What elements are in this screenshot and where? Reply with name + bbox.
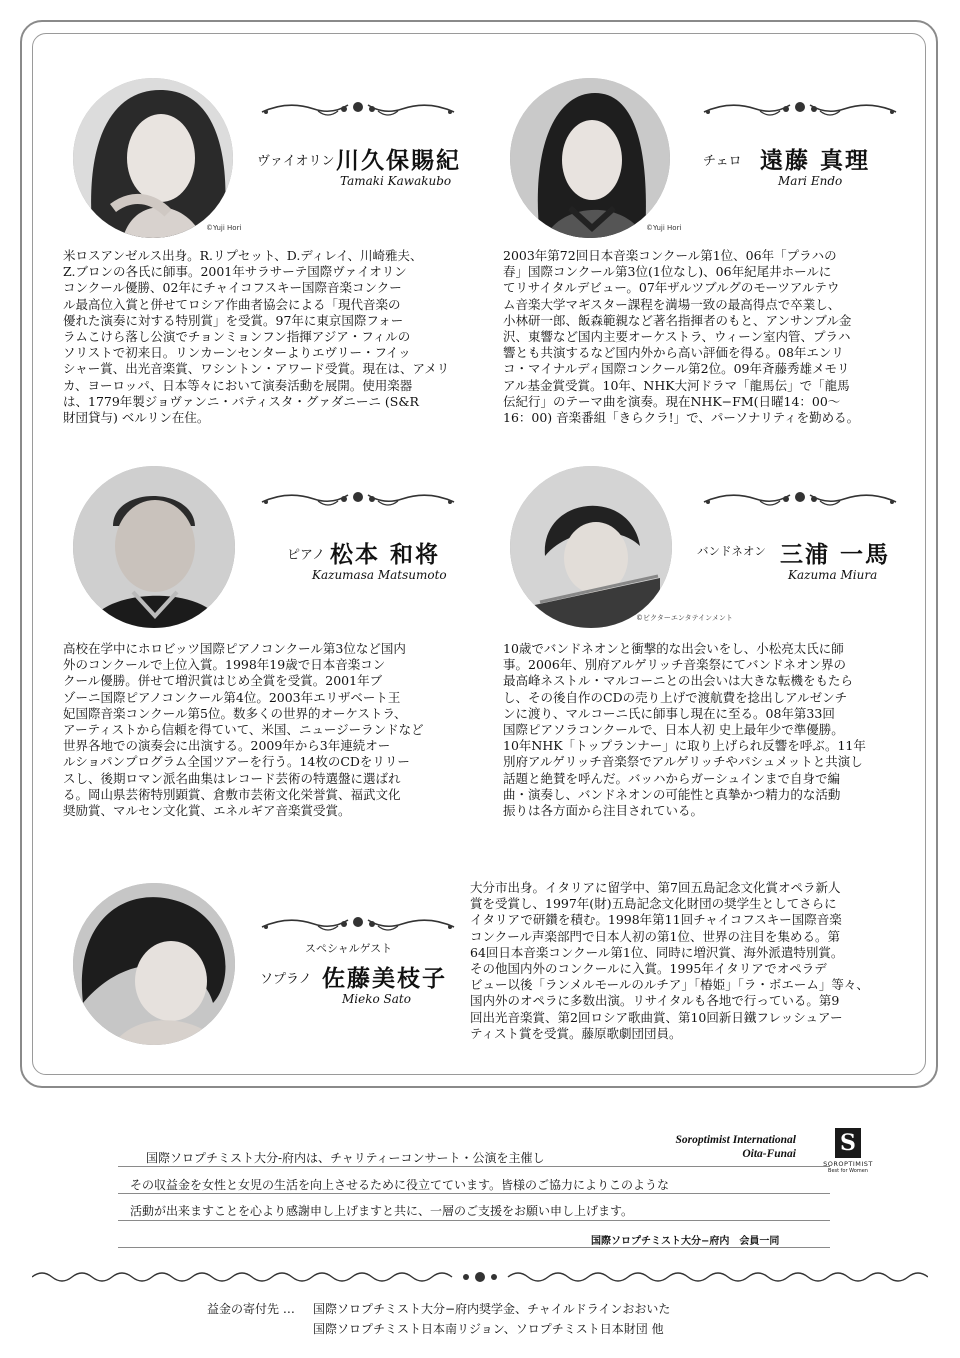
bio-line: 64回日本音楽コンクール第1位、同時に増沢賞、海外派遣特別賞。 — [470, 944, 844, 960]
bio-miura — [503, 641, 903, 819]
ornament-divider-icon — [258, 487, 458, 509]
performer-name-en: Tamaki Kawakubo — [340, 174, 452, 188]
bio-line: 外のコンクールで上位入賞。1998年19歳で日本音楽コン — [63, 657, 386, 673]
portrait-kawakubo-image — [73, 78, 233, 238]
soroptimist-logo-caption: SOROPTIMIST — [823, 1160, 873, 1168]
bio-line: アル基金賞受賞。10年、NHK大河ドラマ「龍馬伝」で「龍馬 — [503, 377, 850, 393]
donation-label: 益金の寄付先 … — [207, 1302, 295, 1316]
instrument-label: ヴァイオリン — [257, 154, 335, 169]
bio-matsumoto — [63, 641, 463, 819]
portrait-miura-image — [510, 466, 672, 628]
photo-credit-miura: ©ビクターエンタテインメント — [636, 614, 733, 622]
bio-line: Z.ブロンの各氏に師事。2001年サラサーテ国際ヴァイオリン — [63, 264, 407, 280]
message-signature: 国際ソロプチミスト大分−府内 会員一同 — [591, 1236, 780, 1247]
bio-line: ティスト賞を受賞。藤原歌劇団団員。 — [470, 1025, 682, 1041]
portrait-kawakubo — [73, 78, 233, 238]
portrait-sato — [73, 883, 235, 1045]
bio-line: 伝紀行」のテーマ曲を演奏。現在NHK−FM(日曜14：00〜 — [503, 393, 841, 409]
photo-credit-kawakubo: ©Yuji Hori — [206, 224, 242, 232]
soroptimist-logo-icon: S — [835, 1128, 861, 1158]
organization-name-line2: Oita-Funai — [742, 1148, 796, 1160]
bio-line: 2003年第72回日本音楽コンクール第1位、06年「プラハの — [503, 248, 837, 263]
organization-name-en — [620, 1133, 796, 1161]
message-line: その収益金を女性と女児の生活を向上させるために役立てています。皆様のご協力によりこのような — [130, 1178, 670, 1192]
ornamental-border-icon — [32, 1267, 928, 1287]
bio-line: 国際ピアソラコンクールで、日本人初 史上最年少で準優勝。 — [503, 722, 844, 738]
bio-line: ゾーニ国際ピアノコンクール第4位。2003年エリザベート王 — [63, 689, 401, 705]
bio-line: 10歳でバンドネオンと衝撃的な出会いをし、小松亮太氏に師 — [503, 641, 844, 656]
bio-line: クール優勝。併せて増沢賞はじめ全賞を受賞。2001年ブ — [63, 673, 383, 689]
performer-name-en: Kazuma Miura — [788, 568, 878, 582]
instrument-label: ピアノ — [287, 548, 325, 563]
ornament-divider-icon — [258, 97, 458, 119]
bio-line: は、1779年製ジョヴァンニ・バティスタ・グァダニーニ (S&R — [63, 393, 419, 409]
bio-line: シャー賞、出光音楽賞、ワシントン・アワード受賞。現在は、アメリ — [63, 361, 450, 377]
bio-line: 奨励賞、マルセン文化賞、エネルギア音楽賞受賞。 — [63, 803, 351, 819]
bio-line: ビュー以後「ランメルモールのルチア」「椿姫」「ラ・ボエーム」等々、 — [470, 977, 869, 993]
bio-line: ソリストで初来日。リンカーンセンターよりエヴリー・フイッ — [63, 345, 411, 361]
bio-line: 16：00) 音楽番組「きらクラ!」で、パーソナリティを勤める。 — [503, 410, 860, 426]
instrument-label: ソプラノ — [260, 972, 312, 987]
organization-name-line1: Soroptimist International — [675, 1134, 796, 1146]
bio-line: 事。2006年、別府アルゲリッチ音楽祭にてバンドネオン界の — [503, 657, 846, 673]
performer-name-ja: 遠藤 真理 — [760, 147, 871, 174]
bio-line: 妃国際音楽コンクール第5位。数多くの世界的オーケストラ、 — [63, 705, 407, 721]
bio-line: し、その後自作のCDの売り上げで渡航費を捻出しアルゼンチ — [503, 689, 848, 705]
bio-line: 賞を受賞し、1997年(財)五島記念文化財団の奨学生としてさらに — [470, 896, 837, 912]
bio-line: ラムこけら落し公演でチョンミョンフン指揮アジア・フィルの — [63, 329, 411, 345]
bio-line: コンクール優勝、02年にチャイコフスキー国際音楽コンクー — [63, 280, 402, 296]
instrument-label: チェロ — [703, 154, 742, 169]
portrait-endo-image — [510, 78, 670, 238]
bio-line: 10年NHK「トップランナー」に取り上げられ反響を呼ぶ。11年 — [503, 738, 866, 754]
bio-endo — [503, 248, 903, 426]
bio-line: カ、ヨーロッパ、日本等々において演奏活動を展開。使用楽器 — [63, 377, 413, 393]
bio-line: る。岡山県芸術特別顕賞、倉敷市芸術文化栄誉賞、福武文化 — [63, 786, 401, 802]
bio-line: 振りは各方面から注目されている。 — [503, 803, 704, 819]
performer-name-ja: 佐藤美枝子 — [322, 965, 447, 992]
bio-line: 別府アルゲリッチ音楽祭でアルゲリッチやパシュメットと共演し — [503, 754, 863, 770]
soroptimist-logo-tagline: Best for Women — [828, 1168, 868, 1174]
special-guest-label: スペシャルゲスト — [305, 942, 393, 955]
ornament-divider-icon — [700, 487, 900, 509]
soroptimist-logo — [808, 1128, 888, 1176]
bio-line: 曲・演奏し、バンドネオンの可能性と真摯かつ精力的な活動 — [503, 786, 841, 802]
donation-line: 国際ソロプチミスト日本南リジョン、ソロプチミスト日本財団 他 — [313, 1322, 664, 1336]
bio-line: ル最高位入賞と併せてロシア作曲者協会による「現代音楽の — [63, 296, 401, 312]
bio-line: ルショパンプログラム全国ツアーを行う。14枚のCDをリリー — [63, 754, 410, 770]
bio-line: 響とも共演するなど国内外から高い評価を得る。08年エンリ — [503, 345, 844, 361]
bio-line: コ・マイナルディ国際コンクール第2位。09年斉藤秀雄メモリ — [503, 361, 850, 377]
portrait-matsumoto-image — [73, 466, 235, 628]
bio-line: その他国内外のコンクールに入賞。1995年イタリアでオペラデ — [470, 961, 827, 977]
performer-name-en: Mari Endo — [778, 174, 843, 188]
bio-line: 沢、東響など国内主要オーケストラ、ウィーン室内管、プラハ — [503, 329, 851, 345]
message-line: 国際ソロプチミスト大分-府内は、チャリティーコンサート・公演を主催し — [146, 1151, 545, 1165]
portrait-endo — [510, 78, 670, 238]
instrument-label: バンドネオン — [697, 544, 766, 558]
bio-line: 財団貸与) ベルリン在住。 — [63, 410, 210, 426]
bio-line: 回出光音楽賞、第2回ロシア歌曲賞、第10回新日鐵フレッシュアー — [470, 1009, 843, 1025]
bio-line: 優れた演奏に対する特別賞」を受賞。97年に東京国際フォー — [63, 312, 404, 328]
bio-line: 米ロスアンゼルス出身。R.リプセット、D.ディレイ、川崎雅夫、 — [63, 248, 423, 263]
bio-line: 小林研一郎、飯森範親など著名指揮者のもと、アンサンブル金 — [503, 312, 852, 328]
bio-line: 大分市出身。イタリアに留学中、第7回五島記念文化賞オペラ新人 — [470, 880, 841, 895]
bio-line: ム音楽大学マギスター課程を満場一致の最高得点で卒業し、 — [503, 296, 841, 312]
portrait-matsumoto — [73, 466, 235, 628]
bio-line: スし、後期ロマン派名曲集はレコード芸術の特選盤に選ばれ — [63, 770, 401, 786]
bio-line: 最高峰ネストル・マルコーニとの出会いは大きな転機をもたら — [503, 673, 854, 689]
ornament-divider-icon — [700, 97, 900, 119]
bio-line: 話題と絶賛を呼んだ。バッハからガーシュインまで自身で編 — [503, 770, 841, 786]
portrait-miura — [510, 466, 672, 628]
bio-kawakubo — [63, 248, 463, 426]
performer-name-ja: 三浦 一馬 — [780, 541, 891, 568]
bio-line: 高校在学中にホロビッツ国際ピアノコンクール第3位など国内 — [63, 641, 406, 656]
bio-line: 国内外のオペラに多数出演。リサイタルも各地で行っている。第9 — [470, 993, 840, 1009]
message-line: 活動が出来ますことを心より感謝申し上げますと共に、一層のご支援をお願い申し上げます。 — [130, 1204, 634, 1218]
bio-sato — [470, 880, 905, 1042]
performer-name-en: Kazumasa Matsumoto — [312, 568, 447, 582]
bio-line: ンに渡り、マルコーニ氏に師事し現在に至る。08年第33回 — [503, 705, 835, 721]
performer-name-ja: 川久保賜紀 — [336, 147, 461, 174]
performer-name-ja: 松本 和将 — [330, 541, 441, 568]
bio-line: イタリアで研鑽を積む。1998年第11回チャイコフスキー国際音楽 — [470, 912, 842, 928]
photo-credit-endo: ©Yuji Hori — [646, 224, 682, 232]
ornament-divider-icon — [258, 912, 458, 934]
portrait-sato-image — [73, 883, 235, 1045]
donation-line: 国際ソロプチミスト大分−府内奨学金、チャイルドラインおおいた — [313, 1302, 671, 1316]
bio-line: 世界各地での演奏会に出演する。2009年から3年連続オー — [63, 738, 391, 754]
bio-line: アーティストから信頼を得ていて、米国、ニュージーランドなど — [63, 722, 424, 738]
bio-line: コンクール声楽部門で日本人初の第1位、世界の注目を集める。第 — [470, 928, 840, 944]
performer-name-en: Mieko Sato — [342, 992, 411, 1006]
bio-line: てリサイタルデビュー。07年ザルツブルグのモーツアルテウ — [503, 280, 840, 296]
bio-line: 春」国際コンクール第3位(1位なし)、06年紀尾井ホールに — [503, 264, 832, 280]
